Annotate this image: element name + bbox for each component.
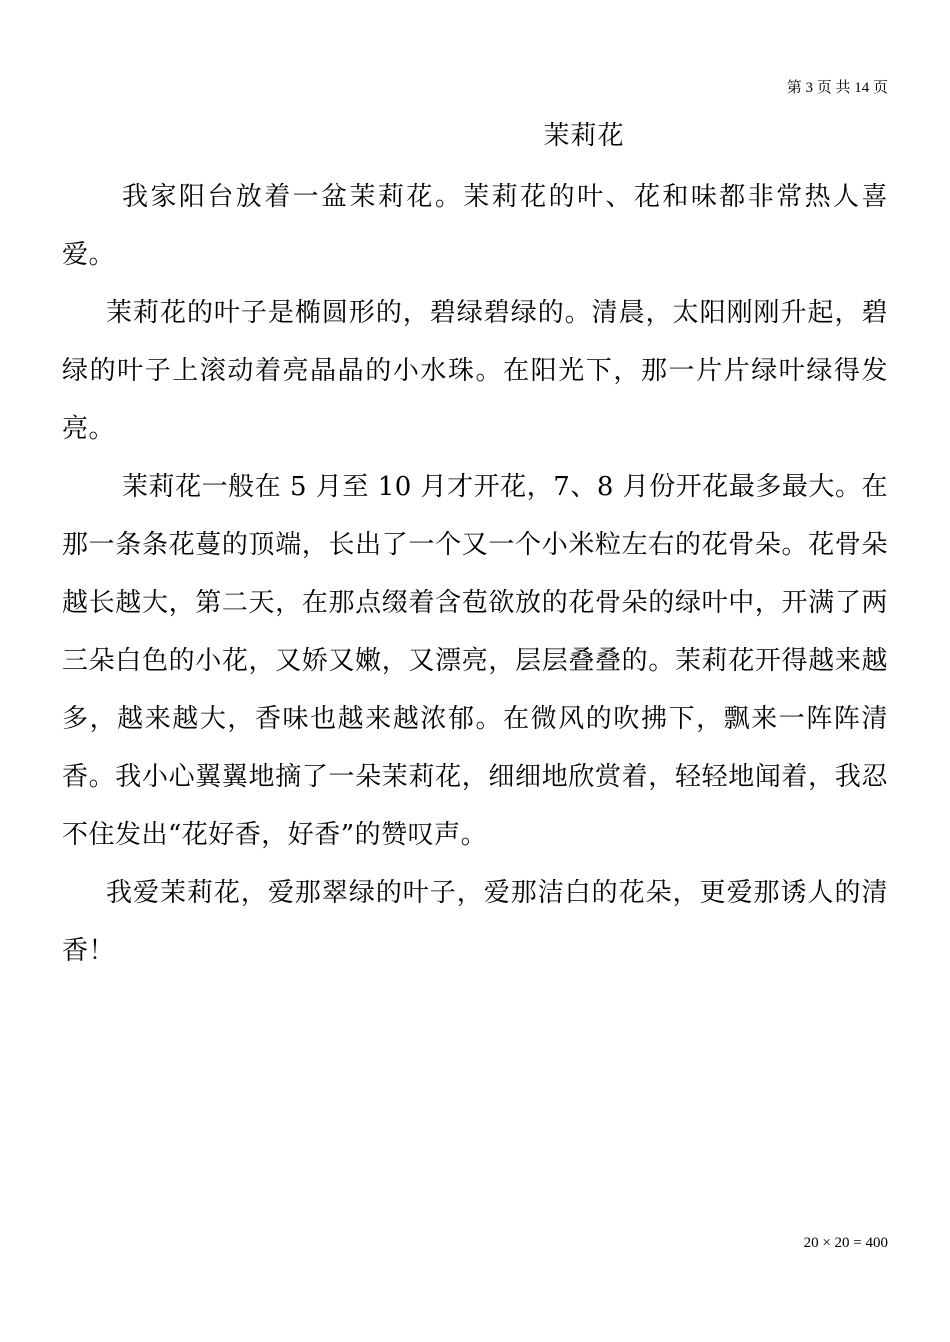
essay-body (62, 168, 888, 980)
document-title: 茉莉花 (543, 121, 625, 151)
paragraph-3: 茉莉花一般在 5 月至 10 月才开花，7、8 月份开花最多最大。在那一条条花蔓的顶端，长出了一个又一个小米粒左右的花骨朵。花骨朵越长越大，第二天，在那点缀着含苞欲放的花骨朵的绿叶中，开满了两三朵白色的小花，又娇又嫩，又漂亮，层层叠叠的。茉莉花开得越来越多，越来越大，香味也越来越浓郁。在微风的吹拂下，飘来一阵阵清香。我小心翼翼地摘了一朵茉莉花，细细地欣赏着，轻轻地闻着，我忍不住发出“花好香，好香”的赞叹声。 (62, 472, 888, 850)
paragraph-2: 茉莉花的叶子是椭圆形的，碧绿碧绿的。清晨，太阳刚刚升起，碧绿的叶子上滚动着亮晶晶的小水珠。在阳光下，那一片片绿叶绿得发亮。 (62, 298, 888, 444)
grid-count-note: 20 × 20 = 400 (803, 1235, 888, 1251)
paragraph-1: 我家阳台放着一盆茉莉花。茉莉花的叶、花和味都非常热人喜爱。 (62, 182, 888, 270)
paragraph-4: 我爱茉莉花，爱那翠绿的叶子，爱那洁白的花朵，更爱那诱人的清香！ (62, 878, 888, 966)
page-indicator: 第 3 页 共 14 页 (786, 80, 888, 96)
